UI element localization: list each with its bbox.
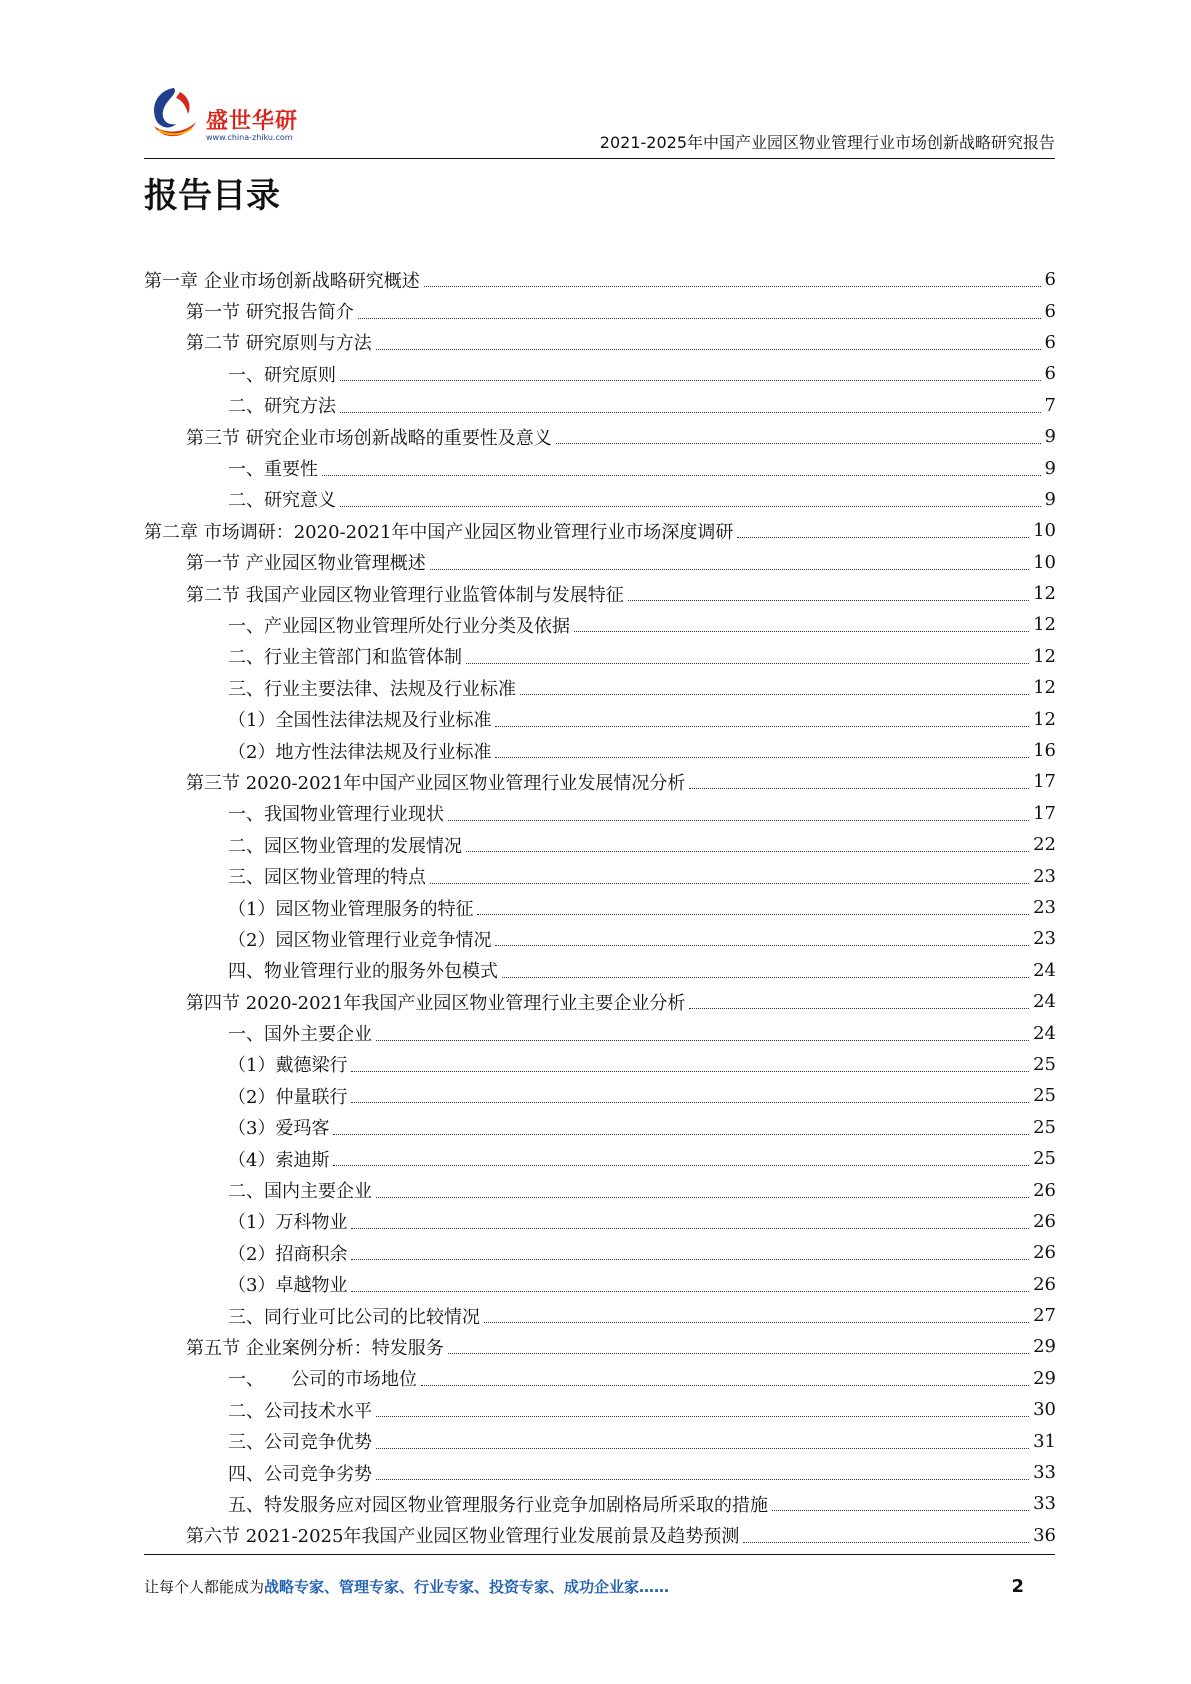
page-number: 2 xyxy=(1011,1576,1024,1597)
toc-entry[interactable] xyxy=(144,1488,1056,1519)
toc-entry-page: 31 xyxy=(1033,1430,1056,1452)
toc-entry[interactable] xyxy=(144,547,1056,578)
toc-entry-label: （3）卓越物业 xyxy=(228,1275,348,1297)
toc-leader-dots xyxy=(376,1448,1029,1449)
toc-entry[interactable] xyxy=(144,986,1056,1017)
toc-entry-page: 17 xyxy=(1033,802,1056,824)
toc-entry[interactable] xyxy=(144,578,1056,609)
toc-leader-dots xyxy=(430,883,1029,884)
toc-entry-page: 26 xyxy=(1033,1242,1056,1264)
company-logo xyxy=(144,84,314,144)
toc-entry-label: （2）招商积余 xyxy=(228,1243,348,1265)
toc-leader-dots xyxy=(628,600,1029,601)
toc-entry-label: （3）爱玛客 xyxy=(228,1118,330,1140)
toc-leader-dots xyxy=(484,1322,1029,1323)
toc-entry-page: 25 xyxy=(1033,1148,1056,1170)
toc-entry-label: 三、同行业可比公司的比较情况 xyxy=(228,1306,480,1328)
toc-entry[interactable] xyxy=(144,1520,1056,1551)
toc-leader-dots xyxy=(448,1353,1029,1354)
toc-entry-page: 25 xyxy=(1033,1053,1056,1075)
table-of-contents xyxy=(144,264,1056,1551)
page-footer xyxy=(144,1576,1024,1597)
toc-entry-page: 36 xyxy=(1033,1524,1056,1546)
toc-entry[interactable] xyxy=(144,1080,1056,1111)
toc-leader-dots xyxy=(358,318,1041,319)
toc-entry-label: （1）园区物业管理服务的特征 xyxy=(228,898,474,920)
toc-entry-page: 23 xyxy=(1033,897,1056,918)
toc-leader-dots xyxy=(333,1165,1029,1166)
toc-entry-label: 一、产业园区物业管理所处行业分类及依据 xyxy=(228,615,570,637)
toc-entry-label: （2）仲量联行 xyxy=(228,1086,348,1108)
toc-entry[interactable] xyxy=(144,892,1056,923)
toc-entry[interactable] xyxy=(144,829,1056,860)
toc-entry-label: 四、物业管理行业的服务外包模式 xyxy=(228,961,498,983)
toc-entry-label: 第一节 产业园区物业管理概述 xyxy=(186,553,426,575)
toc-entry-page: 29 xyxy=(1033,1367,1056,1389)
toc-entry-label: 二、园区物业管理的发展情况 xyxy=(228,835,462,857)
footer-divider xyxy=(144,1554,1055,1555)
toc-entry[interactable] xyxy=(144,955,1056,986)
page-title: 报告目录 xyxy=(144,176,280,216)
toc-entry-label: 第四节 2020-2021年我国产业园区物业管理行业主要企业分析 xyxy=(186,992,686,1014)
toc-entry-label: 一、研究原则 xyxy=(228,364,336,386)
toc-leader-dots xyxy=(466,851,1029,852)
toc-entry-page: 12 xyxy=(1033,645,1056,667)
toc-entry[interactable] xyxy=(144,1363,1056,1394)
toc-entry-page: 24 xyxy=(1033,991,1056,1013)
toc-entry[interactable] xyxy=(144,1237,1056,1268)
toc-entry-label: 第六节 2021-2025年我国产业园区物业管理行业发展前景及趋势预测 xyxy=(186,1526,740,1548)
toc-leader-dots xyxy=(520,694,1029,695)
logo-name: 盛世华研 xyxy=(206,109,299,134)
toc-entry-label: （1）戴德梁行 xyxy=(228,1055,348,1077)
toc-entry-page: 16 xyxy=(1033,740,1056,762)
toc-entry[interactable] xyxy=(144,484,1056,515)
toc-entry-page: 27 xyxy=(1033,1305,1056,1327)
toc-entry[interactable] xyxy=(144,390,1056,421)
toc-entry-page: 6 xyxy=(1044,300,1056,322)
toc-entry-page: 7 xyxy=(1044,394,1056,416)
toc-entry-page: 6 xyxy=(1044,363,1056,385)
page-header xyxy=(144,84,1055,160)
toc-entry[interactable] xyxy=(144,766,1056,797)
toc-entry-label: （2）地方性法律法规及行业标准 xyxy=(228,741,492,763)
toc-leader-dots xyxy=(477,914,1029,915)
toc-leader-dots xyxy=(376,1416,1029,1417)
toc-entry-label: （4）索迪斯 xyxy=(228,1149,330,1171)
toc-entry[interactable] xyxy=(144,609,1056,640)
toc-entry-label: 一、 公司的市场地位 xyxy=(228,1369,417,1391)
toc-leader-dots xyxy=(430,569,1029,570)
toc-leader-dots xyxy=(376,349,1041,350)
toc-leader-dots xyxy=(502,977,1029,978)
toc-entry[interactable] xyxy=(144,295,1056,326)
toc-entry-label: 第一节 研究报告简介 xyxy=(186,302,354,324)
toc-entry-page: 12 xyxy=(1033,677,1056,699)
footer-slogan-accent: 战略专家、管理专家、行业专家、投资专家、成功企业家…… xyxy=(264,1578,670,1596)
toc-leader-dots xyxy=(495,726,1029,727)
toc-entry-label: （1）万科物业 xyxy=(228,1212,348,1234)
toc-leader-dots xyxy=(448,820,1029,821)
toc-entry-label: 二、研究方法 xyxy=(228,396,336,418)
toc-entry[interactable] xyxy=(144,1394,1056,1425)
toc-leader-dots xyxy=(495,945,1029,946)
toc-entry[interactable] xyxy=(144,1017,1056,1048)
toc-entry-label: 二、国内主要企业 xyxy=(228,1181,372,1203)
toc-entry-page: 12 xyxy=(1033,614,1056,636)
toc-entry-label: 第五节 企业案例分析：特发服务 xyxy=(186,1337,444,1359)
toc-entry-page: 30 xyxy=(1033,1399,1056,1421)
toc-entry-page: 23 xyxy=(1033,928,1056,950)
toc-entry-page: 24 xyxy=(1033,959,1056,981)
toc-entry-label: 二、公司技术水平 xyxy=(228,1400,372,1422)
toc-entry-page: 12 xyxy=(1033,583,1056,605)
toc-entry-label: 三、行业主要法律、法规及行业标准 xyxy=(228,678,516,700)
toc-entry-page: 25 xyxy=(1033,1116,1056,1138)
toc-entry-page: 26 xyxy=(1033,1210,1056,1232)
toc-entry-label: 二、行业主管部门和监管体制 xyxy=(228,647,462,669)
toc-leader-dots xyxy=(340,412,1041,413)
toc-leader-dots xyxy=(424,286,1041,287)
toc-leader-dots xyxy=(689,788,1029,789)
toc-entry[interactable] xyxy=(144,672,1056,703)
toc-leader-dots xyxy=(376,1479,1029,1480)
header-divider xyxy=(144,158,1055,159)
toc-entry-label: 第一章 企业市场创新战略研究概述 xyxy=(144,270,420,292)
report-header-title: 2021-2025年中国产业园区物业管理行业市场创新战略研究报告 xyxy=(599,133,1055,152)
toc-entry[interactable] xyxy=(144,1300,1056,1331)
toc-entry-page: 33 xyxy=(1033,1462,1056,1484)
toc-entry-page: 33 xyxy=(1033,1493,1056,1515)
toc-entry[interactable] xyxy=(144,1049,1056,1080)
logo-url: www.china-zhiku.com xyxy=(206,133,293,142)
toc-leader-dots xyxy=(772,1510,1029,1511)
logo-emblem-icon xyxy=(144,84,204,144)
toc-entry[interactable] xyxy=(144,327,1056,358)
toc-entry-label: 第二节 我国产业园区物业管理行业监管体制与发展特征 xyxy=(186,584,624,606)
toc-entry[interactable] xyxy=(144,735,1056,766)
toc-entry-page: 24 xyxy=(1033,1022,1056,1044)
toc-entry-page: 17 xyxy=(1033,771,1056,793)
toc-leader-dots xyxy=(340,506,1041,507)
toc-entry-label: 一、国外主要企业 xyxy=(228,1024,372,1046)
toc-leader-dots xyxy=(340,380,1041,381)
toc-entry-label: 第三节 研究企业市场创新战略的重要性及意义 xyxy=(186,427,552,449)
toc-entry[interactable] xyxy=(144,1269,1056,1300)
toc-entry-page: 26 xyxy=(1033,1179,1056,1201)
toc-leader-dots xyxy=(556,443,1041,444)
toc-entry[interactable] xyxy=(144,1331,1056,1362)
toc-entry-label: 第二节 研究原则与方法 xyxy=(186,333,372,355)
toc-leader-dots xyxy=(421,1385,1029,1386)
toc-leader-dots xyxy=(322,475,1041,476)
toc-leader-dots xyxy=(351,1071,1029,1072)
toc-leader-dots xyxy=(574,631,1029,632)
toc-entry-page: 23 xyxy=(1033,865,1056,887)
toc-entry[interactable] xyxy=(144,1457,1056,1488)
toc-entry[interactable] xyxy=(144,1425,1056,1456)
toc-entry[interactable] xyxy=(144,1112,1056,1143)
toc-entry-page: 26 xyxy=(1033,1273,1056,1295)
toc-entry-page: 9 xyxy=(1044,457,1056,479)
toc-entry[interactable] xyxy=(144,264,1056,295)
toc-entry-page: 9 xyxy=(1044,426,1056,448)
toc-leader-dots xyxy=(351,1228,1029,1229)
footer-slogan-lead: 让每个人都能成为 xyxy=(144,1578,265,1596)
toc-entry[interactable] xyxy=(144,515,1056,546)
toc-entry[interactable] xyxy=(144,358,1056,389)
toc-entry[interactable] xyxy=(144,1206,1056,1237)
toc-leader-dots xyxy=(743,1542,1029,1543)
toc-entry[interactable] xyxy=(144,1143,1056,1174)
toc-entry-label: （2）园区物业管理行业竞争情况 xyxy=(228,929,492,951)
toc-leader-dots xyxy=(351,1291,1029,1292)
toc-leader-dots xyxy=(495,757,1029,758)
toc-entry-page: 6 xyxy=(1044,269,1056,291)
toc-entry-label: （1）全国性法律法规及行业标准 xyxy=(228,710,492,732)
toc-leader-dots xyxy=(376,1197,1029,1198)
toc-entry-label: 三、公司竞争优势 xyxy=(228,1432,372,1454)
toc-leader-dots xyxy=(466,663,1029,664)
toc-leader-dots xyxy=(333,1134,1029,1135)
toc-leader-dots xyxy=(689,1008,1029,1009)
toc-entry-page: 6 xyxy=(1044,331,1056,353)
toc-entry[interactable] xyxy=(144,860,1056,891)
toc-entry-label: 第二章 市场调研：2020-2021年中国产业园区物业管理行业市场深度调研 xyxy=(144,521,734,543)
toc-entry[interactable] xyxy=(144,703,1056,734)
toc-leader-dots xyxy=(737,537,1029,538)
toc-leader-dots xyxy=(351,1102,1029,1103)
toc-entry-page: 22 xyxy=(1033,834,1056,856)
toc-leader-dots xyxy=(376,1040,1029,1041)
toc-leader-dots xyxy=(351,1259,1029,1260)
toc-entry-label: 第三节 2020-2021年中国产业园区物业管理行业发展情况分析 xyxy=(186,772,686,794)
toc-entry-page: 9 xyxy=(1044,488,1056,510)
toc-entry-label: 二、研究意义 xyxy=(228,490,336,512)
toc-entry-label: 三、园区物业管理的特点 xyxy=(228,867,426,889)
toc-entry[interactable] xyxy=(144,923,1056,954)
toc-entry[interactable] xyxy=(144,798,1056,829)
toc-entry[interactable] xyxy=(144,452,1056,483)
toc-entry-label: 四、公司竞争劣势 xyxy=(228,1463,372,1485)
toc-entry-page: 12 xyxy=(1033,708,1056,730)
toc-entry-page: 10 xyxy=(1033,520,1056,542)
toc-entry-label: 一、重要性 xyxy=(228,459,318,481)
toc-entry[interactable] xyxy=(144,641,1056,672)
toc-entry-label: 一、我国物业管理行业现状 xyxy=(228,804,444,826)
toc-entry-page: 10 xyxy=(1033,551,1056,573)
toc-entry-label: 五、特发服务应对园区物业管理服务行业竞争加剧格局所采取的措施 xyxy=(228,1494,768,1516)
toc-entry-page: 29 xyxy=(1033,1336,1056,1358)
toc-entry[interactable] xyxy=(144,421,1056,452)
toc-entry-page: 25 xyxy=(1033,1085,1056,1107)
toc-entry[interactable] xyxy=(144,1174,1056,1205)
